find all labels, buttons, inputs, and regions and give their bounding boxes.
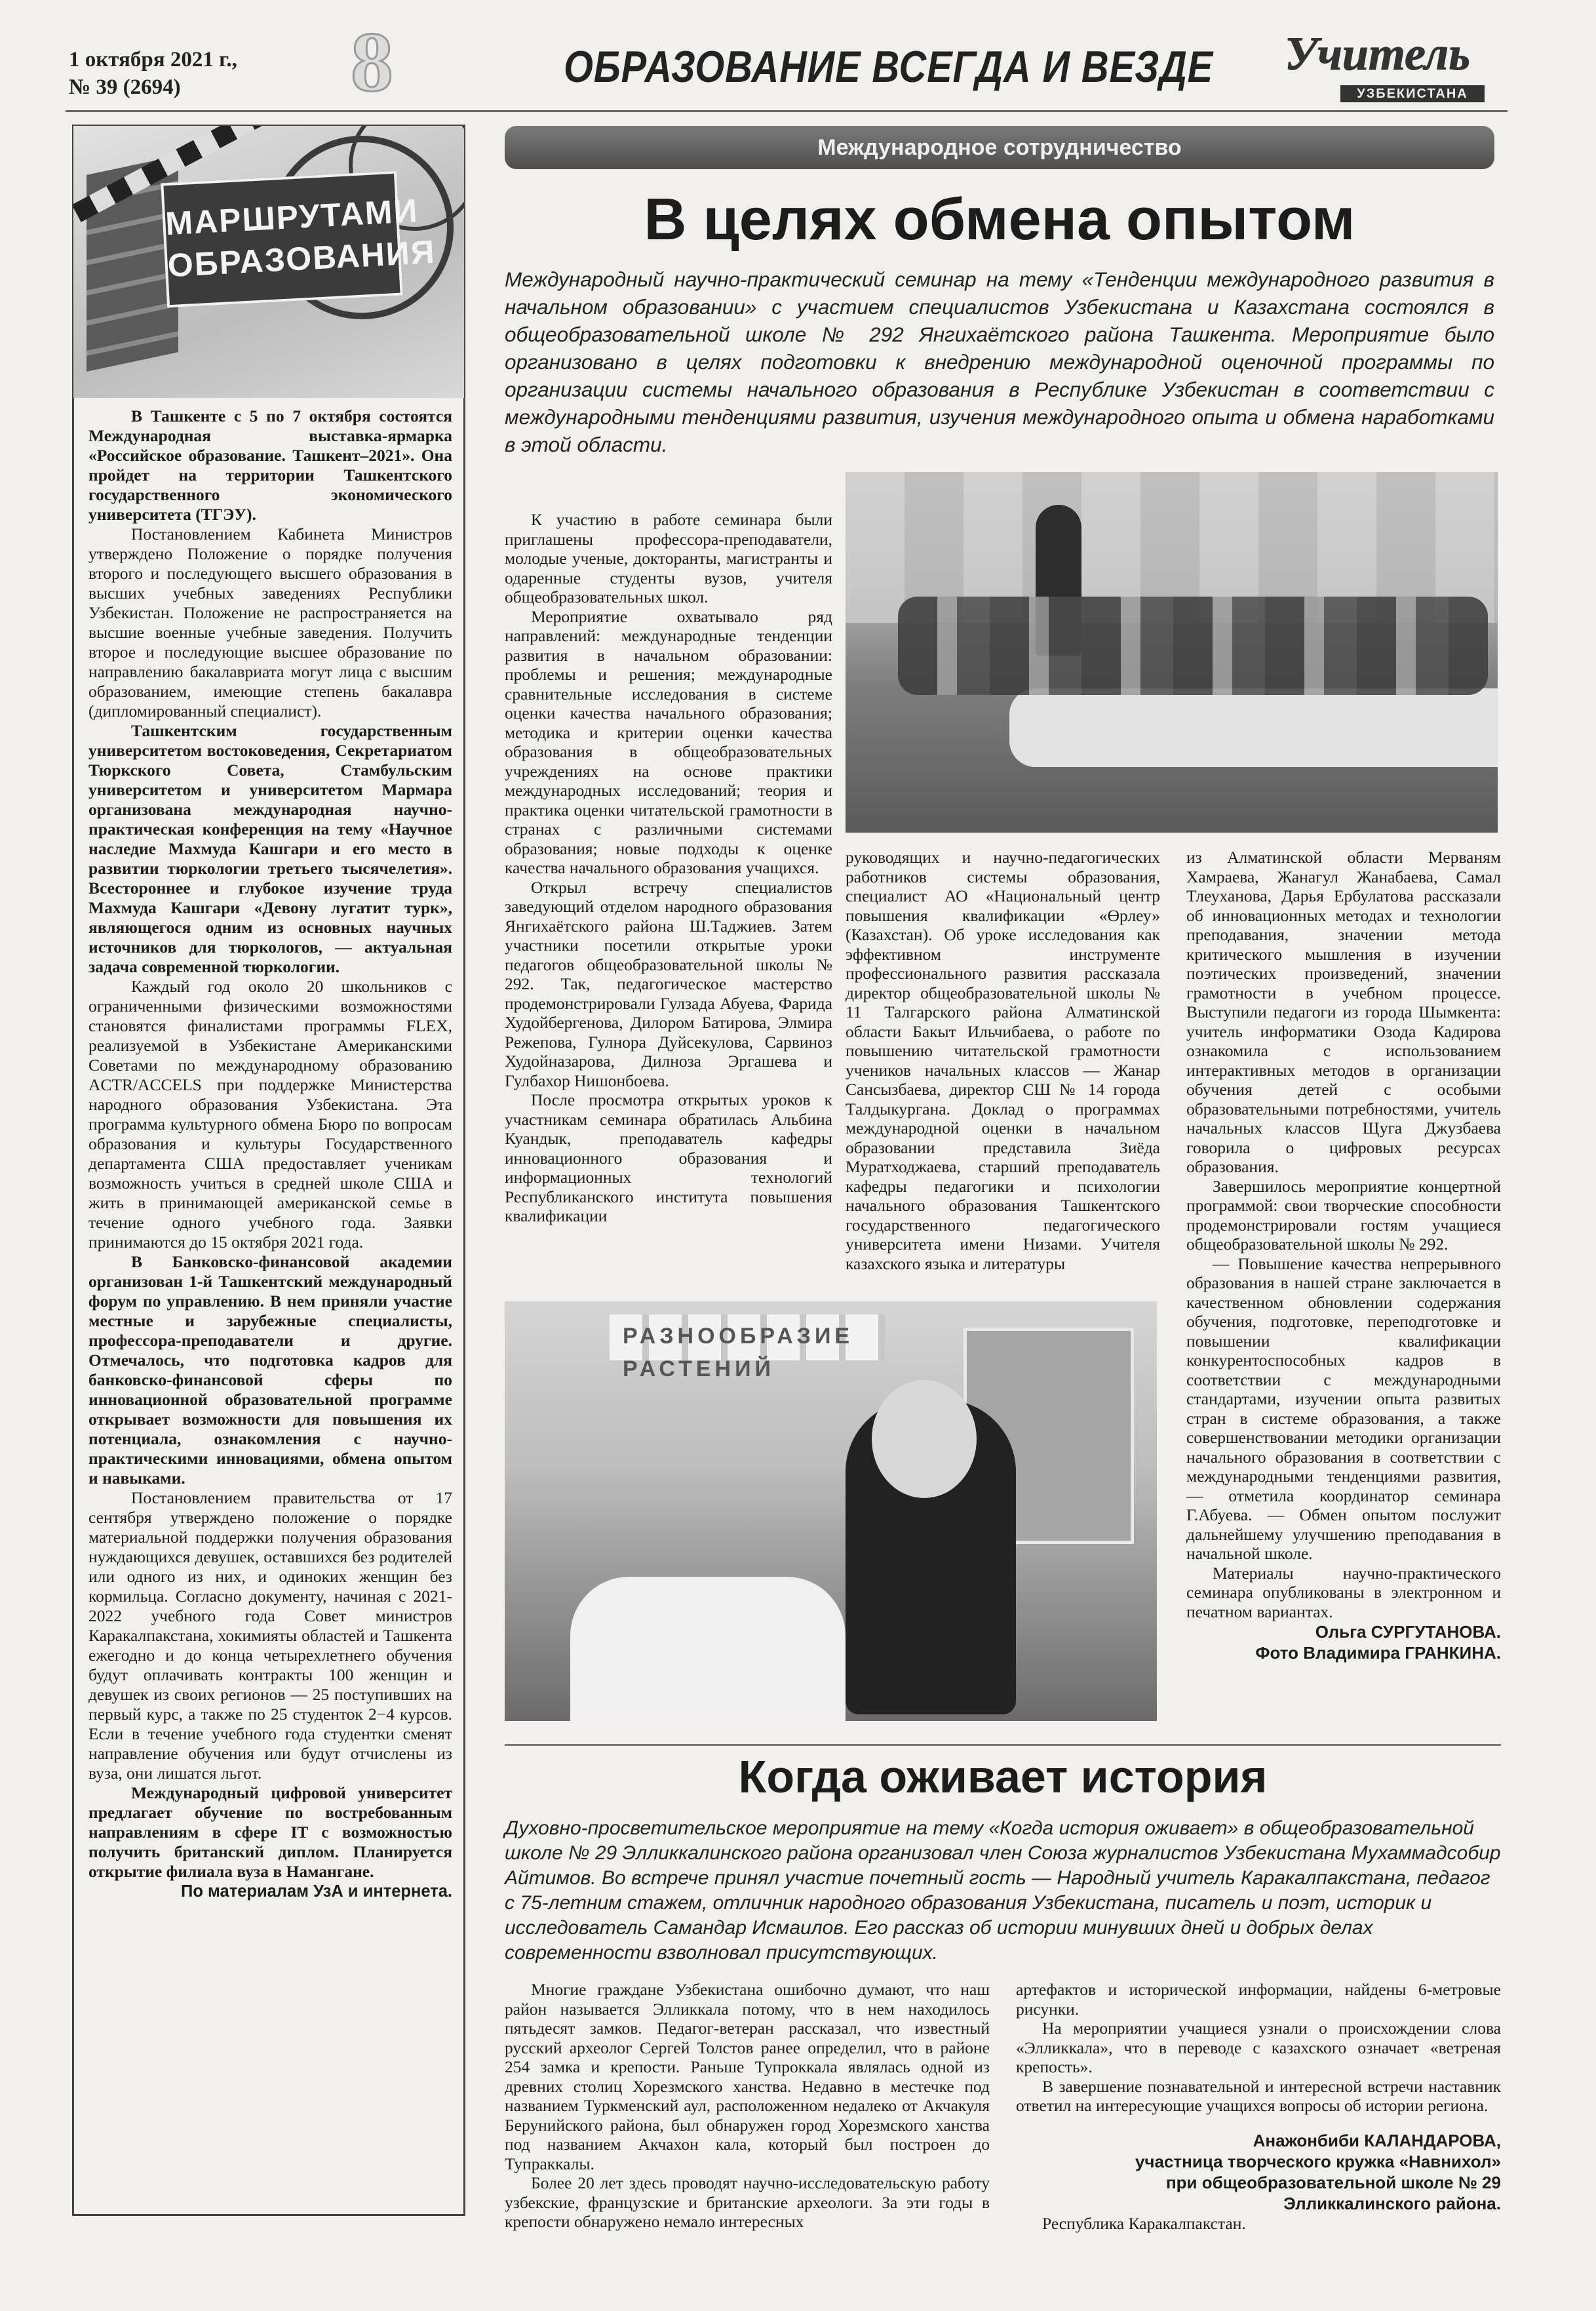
- article-author: Ольга СУРГУТАНОВА.: [1315, 1622, 1501, 1642]
- classroom-photo: [505, 1301, 1157, 1721]
- paragraph: Открыл встречу специалистов заведующий отделом народного образования Янгихаётского района Ш.Таджиев. Затем участники посетили открытые уроки педагогов общеобразовательной школы № 292. Так, педагогическое мастерство продемонстрировали Гулзада Абуева, Фарида Худойбергенова, Дилором Батирова, Элмира Режепова, Гулнора Дуйсекулова, Сарвиноз Худойназарова, Дилноза Эргашева и Гулбахор Нишонбоева.: [505, 877, 832, 1090]
- article-photographer: Фото Владимира ГРАНКИНА.: [1255, 1643, 1501, 1663]
- article1-column-1: [505, 510, 832, 1226]
- paragraph: Мероприятие охватывало ряд направлений: международные тенденции развития в начальном образовании: проблемы и решения; международные сравнительные исследования в системе оценки качества начального образования; методика и критерии оценки качества образования в общеобразовательных учреждениях на основе практики международных исследований; теория и практика оценки читательской грамотности в странах с различными системами образования; новые подходы к оценке качества начального образования учащихся.: [505, 606, 832, 877]
- article-title: Когда оживает история: [738, 1751, 1268, 1802]
- header-rule: [66, 110, 1508, 112]
- paragraph: Многие граждане Узбекистана ошибочно думают, что наш район называется Элликкала потому, что в нем находилось пятьдесят замков. Педагог-ветеран рассказал, что известный русский археолог Сергей Толстов ранее определил, что в районе 254 замка и крепости. Раньше Тупроккала являлась одной из древних столиц Хорезмского ханства. Недавно в местечке под названием Туркменский аул, расположенном недалеко от Акчакуля Берунийского района, был обнаружен город Хорезмского ханства под названием Акчахон кала, который был построен до Тупраккалы.: [505, 1980, 990, 2173]
- photo-teacher-face: [872, 1380, 977, 1498]
- paragraph: из Алматинской области Мерваням Хамраева, Жанагул Жанабаева, Самал Тлеуханова, Дарья Ербулатова рассказали об инновационных методах и технологии преподавания, значении метода критического мышления в изучении поэтических произведений, значении грамотности в учебном процессе. Выступили педагоги из города Шымкента: учитель информатики Озода Кадирова ознакомила с использованием интерактивных методов в организации обучения детей с особыми образовательными потребностями, учитель начальных классов Щуга Джузбаева говорила о цифровых ресурсах образования.: [1186, 848, 1501, 1176]
- article-author-role: Элликкалинского района.: [1283, 2193, 1501, 2213]
- section-title: ОБРАЗОВАНИЕ ВСЕГДА И ВЕЗДЕ: [564, 42, 1214, 92]
- photo-participants: [898, 597, 1488, 695]
- article2-column-2: [1016, 1980, 1501, 2233]
- paragraph: — Повышение качества непрерывного образования в нашей стране заключается в качественном обновлении содержания обучения, подготовке, переподготовке и повышении квалификации конкурентоспособных кадров в соответствии с международными стандартами, изучении опыта развитых стран в системе образования, а также совершенствовании методики организации начального образования в соответствии с международными тенденциями развития, — отметила координатор семинара Г.Абуева. — Обмен опытом послужит дальнейшему улучшению преподавания в начальной школе.: [1186, 1254, 1501, 1563]
- article-author-role: участница творческого кружка «Навнихол»: [1135, 2151, 1501, 2171]
- digest-item: В Банковско-финансовой академии организован 1-й Ташкентский международный форум по управлению. В нем приняли участие местные и зарубежные специалисты, профессора-преподаватели и другие. Отмечалось, что подготовка кадров для банковско-финансовой сферы по инновационной образовательной программе открывает возможности для повышения их потенциала, ознакомления с научно-практическими инновациями, обмена опытом и навыками.: [88, 1252, 452, 1488]
- paragraph: Более 20 лет здесь проводят научно-исследовательскую работу узбекские, французские и британские археологи. За эти годы в крепости обнаружено немало интересных: [505, 2173, 990, 2231]
- rubric-title: МАРШРУТАМИ ОБРАЗОВАНИЯ: [161, 171, 402, 308]
- paragraph: руководящих и научно-педагогических работников системы образования, специалист АО «Национальный центр повышения квалификации «Өрлеу» (Казахстан). Об уроке исследования как эффективном инструменте профессионального развития рассказала директор общеобразовательной школы № 11 Талгарского района Алматинской области Бакыт Ильчибаева, о работе по повышению читательской грамотности учеников начальных классов — Жанар Сансызбаева, директор СШ № 14 города Талдыкургана. Доклад о программах международной оценки в начальном образовании представила Зиёда Муратходжаева, старший преподаватель кафедры педагогики и психологии начального образования Ташкентского государственного педагогического университета имени Низами. Учителя казахского языка и литературы: [846, 848, 1160, 1273]
- paragraph: артефактов и исторической информации, найдены 6-метровые рисунки.: [1016, 1980, 1501, 2019]
- photo-wall-sign-text: РАЗНООБРАЗИЕ РАСТЕНИЙ: [623, 1324, 854, 1381]
- paragraph: К участию в работе семинара были приглашены профессора-преподаватели, молодые ученые, докторанты, магистранты и одаренные студенты вузов, учителя общеобразовательных школ.: [505, 510, 832, 606]
- digest-item: Ташкентским государственным университетом востоковедения, Секретариатом Тюркского Совета, Стамбульским университетом и университетом Мармара организована международная научно-практическая конференция на тему «Научное наследие Махмуда Кашгари и его место в развитии тюркологии третьего тысячелетия». Всестороннее и глубокое изучение труда Махмуда Кашгари «Девону лугатит турк», являющегося одним из основных научных источников для тюркологов, — актуальная задача современной тюркологии.: [88, 721, 452, 976]
- digest-item: В Ташкенте с 5 по 7 октября состоятся Международная выставка-ярмарка «Российское образование. Ташкент–2021». Она пройдет на территории Ташкентского государственного экономического университета (ТГЭУ).: [88, 406, 452, 524]
- paragraph: Завершилось мероприятие концертной программой: свои творческие способности продемонстрировали гостям учащиеся общеобразовательной школы № 292.: [1186, 1176, 1501, 1254]
- photo-students: [570, 1577, 846, 1721]
- digest-item: Постановлением Кабинета Министров утверждено Положение о порядке получения второго и последующего высшего образования в высших учебных заведениях Республики Узбекистан. Положение не распространяется на высшие военные учебные заведения. Получить второе и последующие высшее образование по направлению бакалавриата могут лица с высшим образованием, имеющие степень бакалавра (дипломированный специалист).: [88, 524, 452, 721]
- newspaper-logo: Учитель: [1285, 28, 1471, 80]
- digest-item: Международный цифровой университет предлагает обучение по востребованным направлениям в сфере IT с возможностью получить британский диплом. Планируется открытие филиала вуза в Намангане.: [88, 1783, 452, 1881]
- article-lead: Международный научно-практический семинар на тему «Тенденции международного развития в начальном образовании» с участием специалистов Узбекистана и Казахстана состоялся в общеобразовательной школе № 292 Янгихаётского района Ташкента. Мероприятие было организовано в целях подготовки к внедрению международной оценочной программы по организации системы начального образования в Республике Узбекистан в соответствии с международными тенденциями развития, изучения международного опыта и обмена наработками в этой области.: [505, 267, 1494, 456]
- article-author-place: Республика Каракалпакстан.: [1042, 2213, 1246, 2233]
- digest-item: Постановлением правительства от 17 сентября утверждено положение о порядке материальной поддержки получения образования нуждающихся девушек, оставшихся без родителей или одного из них, и одиноких женщин без кормильца. Согласно документу, начиная с 2021-2022 учебного года Совет министров Каракалпакстана, хокимияты областей и Ташкента ежегодно и до конца четырехлетнего обучения будут оплачивать контракты 100 женщин и девушек из своих регионов — 25 поступивших на первый курс, а также по 25 студенток 2−4 курсов. Если в течение учебного года студентки сменят направление обучения или будут отчислены из вуза, они лишатся льгот.: [88, 1488, 452, 1783]
- seminar-photo: [846, 472, 1498, 833]
- article-topic-bar: Международное сотрудничество: [505, 126, 1494, 169]
- photo-conference-table: [1009, 688, 1498, 767]
- article-title: В целях обмена опытом: [644, 187, 1355, 252]
- article-lead: Духовно-просветительское мероприятие на тему «Когда история оживает» в общеобразовательной школе № 29 Элликкалинского района организовал член Союза журналистов Узбекистана Мухаммадсобир Айтимов. Во встрече принял участие почетный гость — Народный учитель Каракалпакстана, педагог с 75-летним стажем, отличник народного образования Узбекистана, писатель и поэт, историк и исследователь Самандар Исмаилов. Его рассказ об истории минувших дней и добрых делах современности взволновал присутствующих.: [505, 1817, 1501, 1964]
- news-digest-text: [88, 406, 452, 1901]
- paragraph: После просмотра открытых уроков к участникам семинара обратилась Альбина Куандык, преподаватель кафедры инновационного образования и информационных технологий Республиканского института повышения квалификации: [505, 1090, 832, 1225]
- paragraph: В завершение познавательной и интересной встречи наставник ответил на интересующие учащихся вопросы об истории региона.: [1016, 2076, 1501, 2115]
- article-separator: [505, 1744, 1501, 1746]
- article-author: Анажонбиби КАЛАНДАРОВА,: [1253, 2130, 1501, 2150]
- digest-signature: По материалам УзА и интернета.: [181, 1882, 452, 1901]
- paragraph: На мероприятии учащиеся узнали о происхождении слова «Элликкала», что в переводе с казахского означает «ветреная крепость».: [1016, 2019, 1501, 2076]
- digest-item: Каждый год около 20 школьников с ограниченными физическими возможностями становятся финалистами программы FLEX, реализуемой в Узбекистане Американскими Советами по международному образованию ACTR/ACCELS при поддержке Министерства народного образования Узбекистана. Эта программа культурного обмена Бюро по вопросам образования и культуры Государственного департамента США предоставляет ученикам возможность учиться в средней школе США и жить в принимающей американской семье в течение одного учебного года. Заявки принимаются до 15 октября 2021 года.: [88, 977, 452, 1252]
- page-number: 8: [351, 15, 393, 109]
- newspaper-logo-subtitle: УЗБЕКИСТАНА: [1340, 85, 1485, 102]
- article-author-role: при общеобразовательной школе № 29: [1165, 2172, 1501, 2192]
- issue-date: 1 октября 2021 г., № 39 (2694): [69, 48, 237, 99]
- article1-column-2: [846, 848, 1160, 1273]
- article2-column-1: [505, 1980, 990, 2232]
- paragraph: Материалы научно-практического семинара опубликованы в электронном и печатном вариантах.: [1186, 1563, 1501, 1621]
- article1-column-3: [1186, 848, 1501, 1663]
